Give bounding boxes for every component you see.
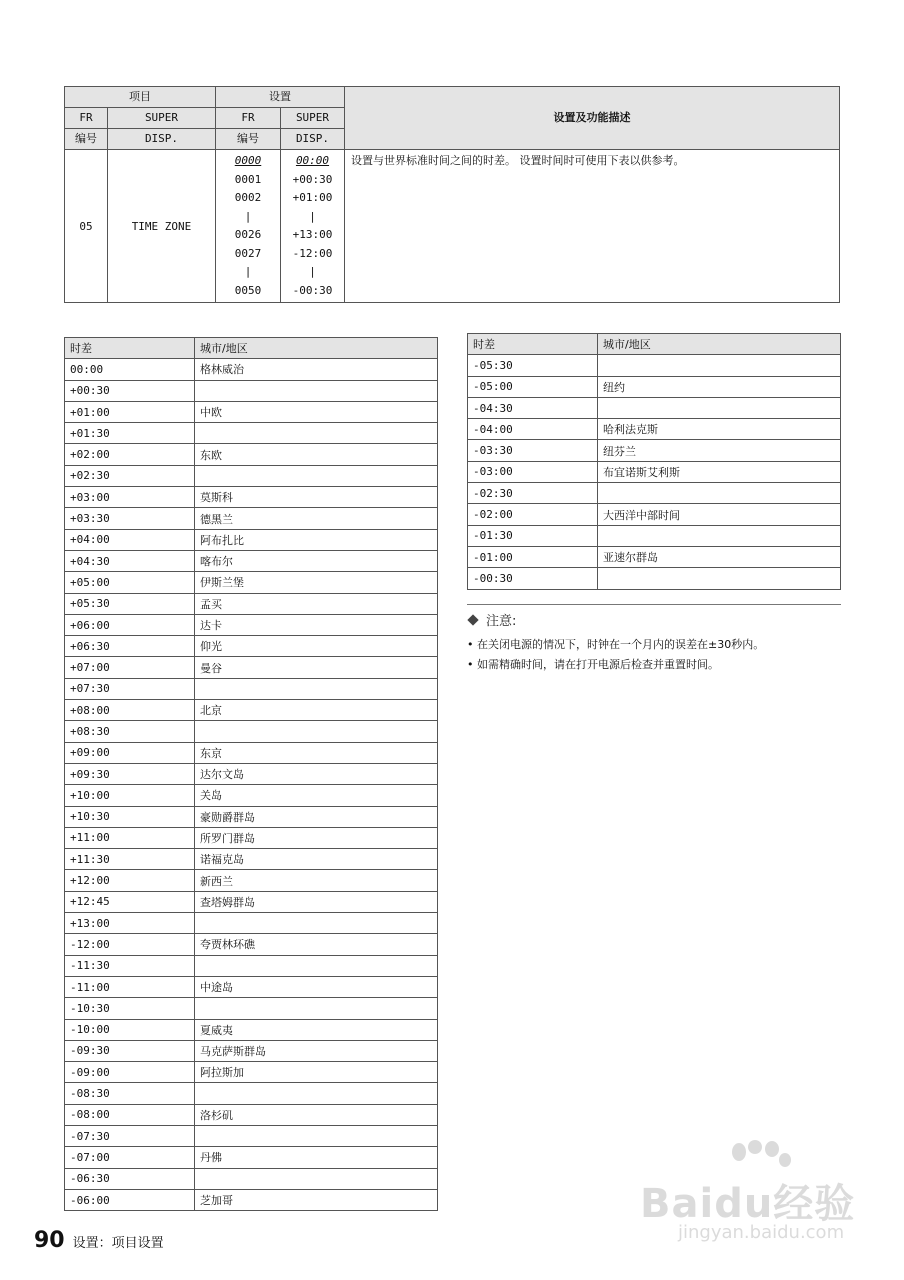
offset-cell: -11:00	[65, 976, 195, 997]
offset-value: |	[309, 265, 316, 278]
city-cell	[598, 397, 841, 418]
city-cell: 达卡	[195, 614, 438, 635]
table-row	[65, 636, 438, 657]
offset-cell: +08:30	[65, 721, 195, 742]
time-zone-description: 设置与世界标准时间之间的时差。 设置时间时可使用下表以供参考。	[345, 150, 840, 303]
city-cell	[195, 721, 438, 742]
offset-cell: -06:00	[65, 1189, 195, 1210]
code-value: 0027	[234, 246, 262, 260]
offset-cell: -03:30	[468, 440, 598, 461]
offset-cell: +09:30	[65, 763, 195, 784]
table-row	[65, 976, 438, 997]
offset-cell: -08:30	[65, 1083, 195, 1104]
city-column-header: 城市/地区	[195, 338, 438, 359]
table-row	[468, 376, 841, 397]
table-row	[468, 397, 841, 418]
table-row	[65, 423, 438, 444]
setting-number-header: 编号	[216, 129, 281, 150]
city-cell	[195, 1168, 438, 1189]
offset-cell: -04:00	[468, 419, 598, 440]
city-cell: 马克萨斯群岛	[195, 1040, 438, 1061]
city-cell: 哈利法克斯	[598, 419, 841, 440]
city-cell	[598, 483, 841, 504]
offset-cell: -07:00	[65, 1147, 195, 1168]
city-cell	[598, 355, 841, 376]
table-row	[65, 401, 438, 422]
offset-cell: +07:00	[65, 657, 195, 678]
city-cell: 纽约	[598, 376, 841, 397]
offset-value: 00:00	[295, 154, 330, 167]
city-cell: 喀布尔	[195, 550, 438, 571]
offset-cell: -03:00	[468, 461, 598, 482]
offset-cell: +05:30	[65, 593, 195, 614]
city-cell	[195, 1125, 438, 1146]
city-cell: 中途岛	[195, 976, 438, 997]
city-cell: 诺福克岛	[195, 849, 438, 870]
setting-fr-header: FR	[216, 108, 281, 129]
offset-cell: +09:00	[65, 742, 195, 763]
code-value: 0026	[234, 228, 262, 241]
city-cell	[598, 568, 841, 589]
table-row	[65, 721, 438, 742]
offset-cell: -10:00	[65, 1019, 195, 1040]
offset-cell: +02:00	[65, 444, 195, 465]
city-cell	[195, 678, 438, 699]
city-cell: 丹佛	[195, 1147, 438, 1168]
offset-cell: -07:30	[65, 1125, 195, 1146]
table-row	[65, 1104, 438, 1125]
offset-cell: +12:45	[65, 891, 195, 912]
city-cell: 夸贾林环礁	[195, 934, 438, 955]
code-list	[216, 150, 281, 303]
table-row	[65, 572, 438, 593]
table-row	[468, 525, 841, 546]
offset-cell: +06:30	[65, 636, 195, 657]
offset-cell: -05:30	[468, 355, 598, 376]
table-row	[468, 419, 841, 440]
table-row	[65, 700, 438, 721]
offset-cell: +12:00	[65, 870, 195, 891]
offset-cell: +04:00	[65, 529, 195, 550]
table-row	[65, 529, 438, 550]
offset-cell: +11:00	[65, 827, 195, 848]
offset-cell: +10:30	[65, 806, 195, 827]
city-cell: 伊斯兰堡	[195, 572, 438, 593]
city-cell: 莫斯科	[195, 487, 438, 508]
table-row	[65, 955, 438, 976]
watermark-url: jingyan.baidu.com	[678, 1222, 845, 1243]
offset-value: |	[309, 209, 316, 223]
setting-header: 设置	[216, 87, 345, 108]
city-cell: 大西洋中部时间	[598, 504, 841, 525]
item-header: 项目	[65, 87, 216, 108]
notes-heading	[467, 604, 841, 629]
offset-cell: +13:00	[65, 913, 195, 934]
table-row	[65, 806, 438, 827]
offset-cell: +11:30	[65, 849, 195, 870]
table-row	[468, 568, 841, 589]
offset-cell: +03:00	[65, 487, 195, 508]
city-cell: 德黑兰	[195, 508, 438, 529]
table-row	[468, 504, 841, 525]
table-row	[65, 1083, 438, 1104]
city-cell: 阿拉斯加	[195, 1062, 438, 1083]
timezone-rows	[65, 359, 438, 1211]
offset-cell: +10:00	[65, 785, 195, 806]
city-cell: 新西兰	[195, 870, 438, 891]
city-cell: 豪勋爵群岛	[195, 806, 438, 827]
page-footer	[34, 1228, 164, 1253]
city-cell: 所罗门群岛	[195, 827, 438, 848]
city-cell: 格林威治	[195, 359, 438, 380]
offset-cell: +05:00	[65, 572, 195, 593]
city-cell	[195, 955, 438, 976]
table-row	[65, 742, 438, 763]
table-row	[65, 998, 438, 1019]
table-row	[65, 870, 438, 891]
city-cell	[598, 525, 841, 546]
description-header: 设置及功能描述	[345, 87, 840, 150]
offset-cell: -02:00	[468, 504, 598, 525]
timezone-table-right	[467, 333, 841, 590]
notes-section	[467, 604, 841, 675]
table-row	[65, 614, 438, 635]
offset-cell: -11:30	[65, 955, 195, 976]
offset-cell: +01:00	[65, 401, 195, 422]
code-value: 0002	[234, 191, 262, 204]
notes-title: 注意:	[486, 614, 517, 629]
offset-cell: +01:30	[65, 423, 195, 444]
table-row	[65, 1147, 438, 1168]
table-row	[468, 546, 841, 567]
city-cell: 芝加哥	[195, 1189, 438, 1210]
table-row	[65, 827, 438, 848]
table-row	[468, 461, 841, 482]
table-row	[468, 355, 841, 376]
table-row	[65, 1125, 438, 1146]
city-cell: 达尔文岛	[195, 763, 438, 784]
city-cell	[195, 380, 438, 401]
offset-value: +01:00	[292, 191, 333, 204]
city-cell: 孟买	[195, 593, 438, 614]
offset-cell: +00:30	[65, 380, 195, 401]
city-cell	[195, 998, 438, 1019]
city-column-header: 城市/地区	[598, 334, 841, 355]
city-cell	[195, 913, 438, 934]
offset-cell: -02:30	[468, 483, 598, 504]
offset-value: -12:00	[292, 246, 333, 260]
table-row	[65, 444, 438, 465]
city-cell: 查塔姆群岛	[195, 891, 438, 912]
number-header: 编号	[65, 129, 108, 150]
offset-cell: +04:30	[65, 550, 195, 571]
setting-disp-header: DISP.	[281, 129, 345, 150]
table-row	[65, 1189, 438, 1210]
code-value: 0000	[234, 154, 262, 167]
table-row	[65, 657, 438, 678]
table-row	[468, 483, 841, 504]
offset-cell: -05:00	[468, 376, 598, 397]
offset-cell: -10:30	[65, 998, 195, 1019]
table-row	[65, 785, 438, 806]
timezone-rows	[468, 355, 841, 589]
table-row	[65, 508, 438, 529]
watermark-logo: Baidu经验	[640, 1181, 856, 1227]
diamond-icon	[467, 614, 478, 625]
offset-cell: +08:00	[65, 700, 195, 721]
super-disp-name: TIME ZONE	[108, 150, 216, 303]
note-item: • 如需精确时间，请在打开电源后检查并重置时间。	[467, 655, 841, 675]
offset-cell: -12:00	[65, 934, 195, 955]
city-cell: 夏威夷	[195, 1019, 438, 1040]
offset-cell: 00:00	[65, 359, 195, 380]
time-zone-row	[65, 150, 840, 303]
table-row	[65, 1168, 438, 1189]
offset-cell: -01:00	[468, 546, 598, 567]
offset-column-header: 时差	[468, 334, 598, 355]
offset-list	[281, 150, 345, 303]
offset-column-header: 时差	[65, 338, 195, 359]
offset-value: +13:00	[292, 228, 333, 241]
city-cell	[195, 423, 438, 444]
city-cell: 纽芬兰	[598, 440, 841, 461]
table-row	[65, 593, 438, 614]
offset-cell: -09:00	[65, 1062, 195, 1083]
city-cell: 曼谷	[195, 657, 438, 678]
code-value: 0001	[234, 172, 262, 186]
offset-cell: +03:30	[65, 508, 195, 529]
table-row	[65, 913, 438, 934]
offset-cell: +06:00	[65, 614, 195, 635]
code-value: |	[244, 209, 252, 223]
offset-value: -00:30	[292, 283, 333, 297]
code-value: 0050	[234, 283, 262, 297]
table-row	[65, 359, 438, 380]
table-row	[65, 1019, 438, 1040]
page-number: 90	[34, 1228, 65, 1253]
offset-value: +00:30	[292, 172, 333, 186]
offset-cell: -08:00	[65, 1104, 195, 1125]
table-row	[65, 763, 438, 784]
city-cell	[195, 465, 438, 486]
city-cell: 洛杉矶	[195, 1104, 438, 1125]
table-row	[65, 678, 438, 699]
code-value: |	[244, 265, 252, 278]
city-cell	[195, 1083, 438, 1104]
city-cell: 仰光	[195, 636, 438, 657]
fr-number: 05	[65, 150, 108, 303]
offset-cell: +07:30	[65, 678, 195, 699]
city-cell: 东欧	[195, 444, 438, 465]
city-cell: 中欧	[195, 401, 438, 422]
table-row	[468, 440, 841, 461]
offset-cell: -04:30	[468, 397, 598, 418]
super-header: SUPER	[108, 108, 216, 129]
settings-table	[64, 86, 840, 303]
table-row	[65, 891, 438, 912]
city-cell: 北京	[195, 700, 438, 721]
fr-header: FR	[65, 108, 108, 129]
table-row	[65, 550, 438, 571]
setting-super-header: SUPER	[281, 108, 345, 129]
city-cell: 阿布扎比	[195, 529, 438, 550]
offset-cell: -09:30	[65, 1040, 195, 1061]
table-row	[65, 849, 438, 870]
table-row	[65, 465, 438, 486]
city-cell: 布宜诺斯艾利斯	[598, 461, 841, 482]
section-title: 设置：项目设置	[72, 1236, 164, 1251]
table-row	[65, 380, 438, 401]
offset-cell: -00:30	[468, 568, 598, 589]
timezone-table-left	[64, 337, 438, 1211]
offset-cell: -01:30	[468, 525, 598, 546]
watermark	[640, 1140, 870, 1250]
city-cell: 关岛	[195, 785, 438, 806]
city-cell: 东京	[195, 742, 438, 763]
offset-cell: -06:30	[65, 1168, 195, 1189]
table-row	[65, 934, 438, 955]
notes-list	[467, 635, 841, 675]
offset-cell: +02:30	[65, 465, 195, 486]
table-row	[65, 1040, 438, 1061]
city-cell: 亚速尔群岛	[598, 546, 841, 567]
table-row	[65, 487, 438, 508]
table-row	[65, 1062, 438, 1083]
disp-header: DISP.	[108, 129, 216, 150]
note-item: • 在关闭电源的情况下，时钟在一个月内的误差在±30秒内。	[467, 635, 841, 655]
